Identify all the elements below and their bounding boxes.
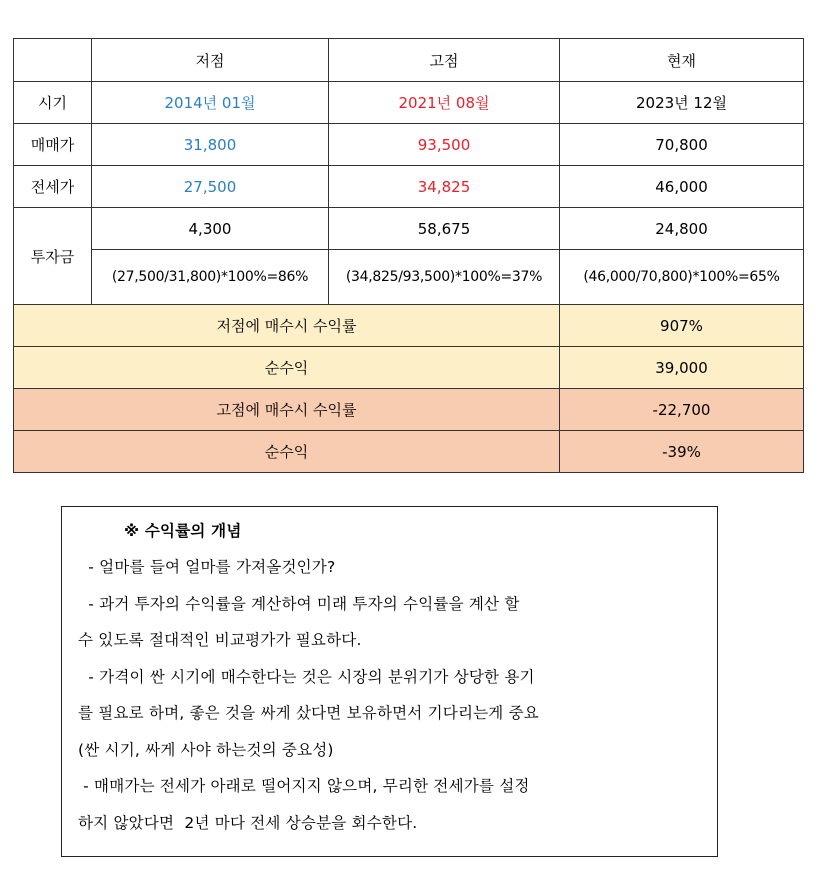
table-row-jeonse-price xyxy=(14,166,804,208)
summary-row-low-net-profit xyxy=(14,347,804,389)
header-corner-cell xyxy=(14,39,92,82)
concept-line: 수 있도록 절대적인 비교평가가 필요하다. xyxy=(78,631,362,649)
header-current: 현재 xyxy=(560,39,804,82)
investment-current-cell: 24,800 xyxy=(560,208,804,250)
row-label-sale-price: 매매가 xyxy=(14,124,92,166)
investment-comparison-table xyxy=(13,38,804,473)
table-row-jeonse-ratio xyxy=(14,250,804,305)
summary-value-low-net-profit: 39,000 xyxy=(560,347,804,389)
summary-value-high-return: -22,700 xyxy=(560,389,804,431)
ratio-formula-current: (46,000/70,800)*100%=65% xyxy=(560,250,804,305)
summary-value-low-return: 907% xyxy=(560,305,804,347)
period-current-cell: 2023년 12월 xyxy=(560,82,804,124)
concept-line: - 매매가는 전세가 아래로 떨어지지 않으며, 무리한 전세가를 설정 xyxy=(78,777,530,795)
header-low: 저점 xyxy=(92,39,329,82)
ratio-formula-high: (34,825/93,500)*100%=37% xyxy=(329,250,560,305)
investment-high-cell: 58,675 xyxy=(329,208,560,250)
investment-low-cell: 4,300 xyxy=(92,208,329,250)
concept-line: - 가격이 싼 시기에 매수한다는 것은 시장의 분위기가 상당한 용기 xyxy=(78,667,535,686)
header-high: 고점 xyxy=(329,39,560,82)
concept-line: - 얼마를 들여 얼마를 가져올것인가? xyxy=(78,558,336,576)
summary-row-low-return xyxy=(14,305,804,347)
row-label-investment: 투자금 xyxy=(14,208,92,305)
table-row-sale-price xyxy=(14,124,804,166)
summary-row-high-return xyxy=(14,389,804,431)
row-label-jeonse-price: 전세가 xyxy=(14,166,92,208)
jeonse-price-high-cell: 34,825 xyxy=(329,166,560,208)
summary-row-high-net-profit xyxy=(14,431,804,473)
period-high-cell: 2021년 08월 xyxy=(329,82,560,124)
concept-line: 하지 않았다면 2년 마다 전세 상승분을 회수한다. xyxy=(78,813,418,832)
table-row-investment xyxy=(14,208,804,250)
sale-price-current-cell: 70,800 xyxy=(560,124,804,166)
summary-label-high-net-profit: 순수익 xyxy=(14,431,560,473)
sale-price-high-cell: 93,500 xyxy=(329,124,560,166)
ratio-formula-low: (27,500/31,800)*100%=86% xyxy=(92,250,329,305)
summary-label-low-net-profit: 순수익 xyxy=(14,347,560,389)
summary-value-high-net-profit: -39% xyxy=(560,431,804,473)
concept-line: 를 필요로 하며, 좋은 것을 싸게 샀다면 보유하면서 기다리는게 중요 xyxy=(78,704,539,722)
table-row-period xyxy=(14,82,804,124)
row-label-period: 시기 xyxy=(14,82,92,124)
concept-line: - 과거 투자의 수익률을 계산하여 미래 투자의 수익률을 계산 할 xyxy=(78,594,520,613)
summary-label-high-return: 고점에 매수시 수익률 xyxy=(14,389,560,431)
sale-price-low-cell: 31,800 xyxy=(92,124,329,166)
jeonse-price-low-cell: 27,500 xyxy=(92,166,329,208)
jeonse-price-current-cell: 46,000 xyxy=(560,166,804,208)
summary-label-low-return: 저점에 매수시 수익률 xyxy=(14,305,560,347)
concept-line: (싼 시기, 싸게 사야 하는것의 중요성) xyxy=(78,740,334,759)
concept-title: ※ 수익률의 개념 xyxy=(124,522,242,540)
return-concept-box xyxy=(61,506,718,857)
period-low-cell: 2014년 01월 xyxy=(92,82,329,124)
table-header-row xyxy=(14,39,804,82)
